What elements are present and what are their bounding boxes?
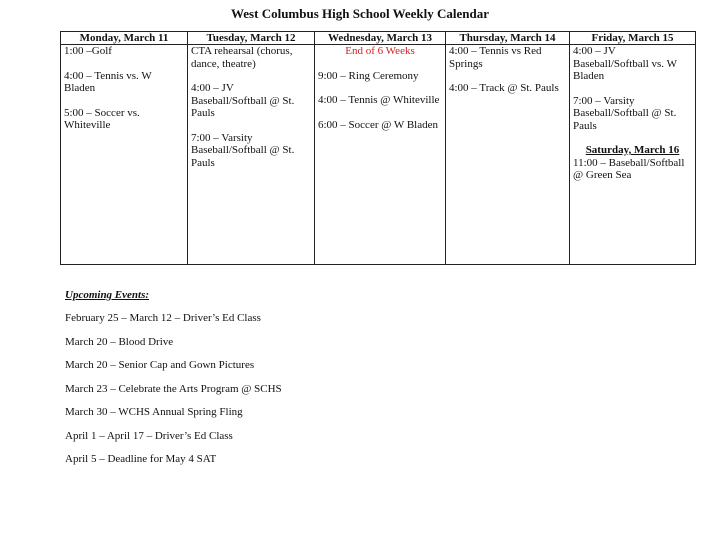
weekly-calendar-table [60,31,696,265]
upcoming-event-item: April 1 – April 17 – Driver’s Ed Class [65,429,233,442]
cell-monday [61,45,188,265]
upcoming-event-item: March 23 – Celebrate the Arts Program @ SCHS [65,382,282,395]
wednesday-event: 4:00 – Tennis @ Whiteville [318,94,440,106]
tuesday-event: CTA rehearsal (chorus, dance, theatre) [191,45,293,70]
upcoming-event-item: March 20 – Senior Cap and Gown Pictures [65,359,255,371]
cell-thursday [446,45,570,265]
upcoming-event-item: February 25 – March 12 – Driver’s Ed Class [65,312,261,324]
wednesday-event: 6:00 – Soccer @ W Bladen [318,118,439,131]
monday-event: 4:00 – Tennis vs. W Bladen [64,69,152,94]
upcoming-event-item: April 5 – Deadline for May 4 SAT [65,453,217,465]
upcoming-events-section [65,289,282,477]
wednesday-event: 9:00 – Ring Ceremony [318,69,419,82]
page-title: West Columbus High School Weekly Calendar [231,6,489,21]
monday-event: 5:00 – Soccer vs. Whiteville [64,106,140,131]
thursday-event: 4:00 – Track @ St. Pauls [449,82,559,94]
cell-wednesday [315,45,446,265]
header-tuesday: Tuesday, March 12 [188,32,315,45]
header-monday: Monday, March 11 [61,32,188,45]
friday-event: 4:00 – JV Baseball/Softball vs. W Bladen [573,45,677,82]
upcoming-events-heading: Upcoming Events: [65,289,150,301]
tuesday-event: 7:00 – Varsity Baseball/Softball @ St. Pauls [191,131,295,169]
cell-friday [570,45,696,265]
header-thursday: Thursday, March 14 [446,32,570,45]
saturday-event: 11:00 – Baseball/Softball @ Green Sea [573,156,685,181]
header-wednesday: Wednesday, March 13 [315,32,446,45]
friday-event: 7:00 – Varsity Baseball/Softball @ St. Pauls [573,94,677,132]
end-of-six-weeks-note: End of 6 Weeks [345,45,415,57]
calendar-header-row [61,32,696,45]
saturday-header: Saturday, March 16 [585,144,680,156]
upcoming-event-item: March 30 – WCHS Annual Spring Fling [65,406,243,418]
cell-tuesday [188,45,315,265]
header-friday: Friday, March 15 [570,32,696,45]
calendar-body-row [61,45,696,265]
tuesday-event: 4:00 – JV Baseball/Softball @ St. Pauls [191,82,295,119]
upcoming-event-item: March 20 – Blood Drive [65,335,174,348]
thursday-event: 4:00 – Tennis vs Red Springs [449,45,542,70]
monday-event: 1:00 –Golf [64,45,112,57]
